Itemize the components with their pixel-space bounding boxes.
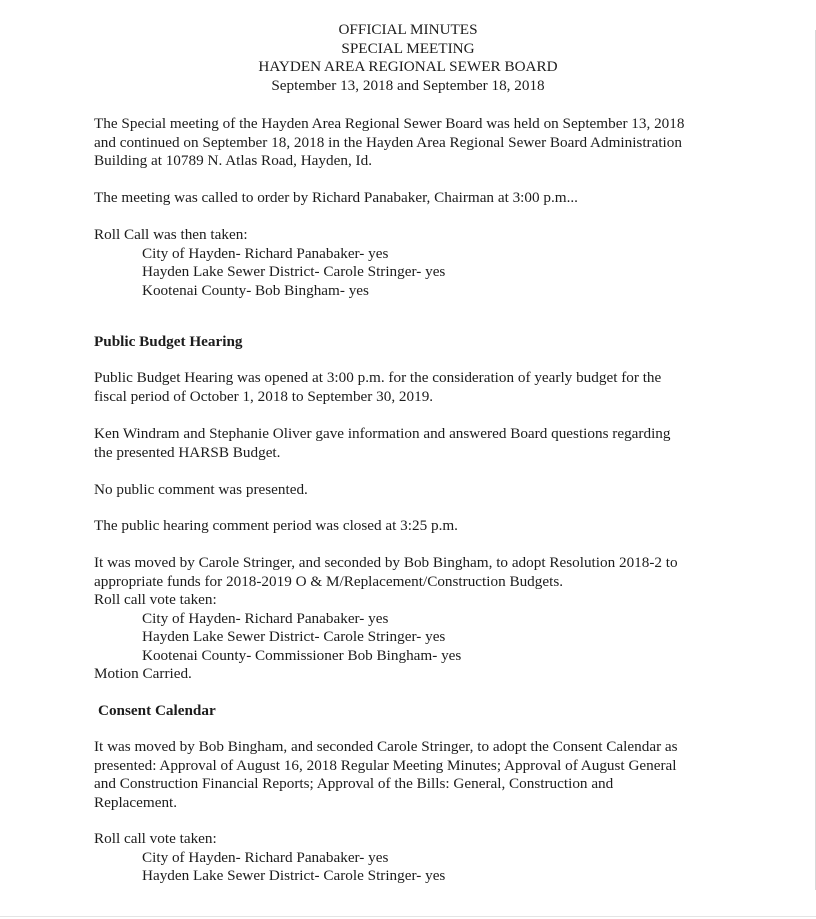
consent-motion-paragraph bbox=[94, 738, 734, 812]
budget-line: the presented HARSB Budget. bbox=[94, 443, 281, 461]
roll-call-item: Hayden Lake Sewer District- Carole Stringer- yes bbox=[142, 263, 446, 280]
motion-line: It was moved by Carole Stringer, and seconded by Bob Bingham, to adopt Resolution 2018-2 to bbox=[94, 554, 678, 571]
page-bottom-divider bbox=[0, 916, 816, 917]
vote-item: Hayden Lake Sewer District- Carole Stringer- yes bbox=[142, 867, 446, 884]
consent-heading: Consent Calendar bbox=[98, 702, 216, 719]
vote-title: Roll call vote taken: bbox=[94, 830, 217, 847]
consent-line: Replacement. bbox=[94, 793, 178, 811]
intro-line: Building at 10789 N. Atlas Road, Hayden, Id. bbox=[94, 152, 372, 169]
header-organization: HAYDEN AREA REGIONAL SEWER BOARD bbox=[258, 58, 558, 75]
public-comment-text: No public comment was presented. bbox=[94, 481, 308, 498]
hearing-closed-text: The public hearing comment period was closed at 3:25 p.m. bbox=[94, 517, 458, 534]
consent-line: presented: Approval of August 16, 2018 Regular Meeting Minutes; Approval of August General bbox=[94, 756, 677, 774]
consent-line: and Construction Financial Reports; Approval of the Bills: General, Construction and bbox=[94, 775, 614, 792]
call-to-order-text: The meeting was called to order by Richard Panabaker, Chairman at 3:00 p.m... bbox=[94, 189, 578, 206]
intro-line: and continued on September 18, 2018 in the Hayden Area Regional Sewer Board Administration bbox=[94, 133, 682, 151]
roll-call-section bbox=[94, 226, 734, 300]
header-meeting-type: SPECIAL MEETING bbox=[341, 39, 475, 57]
consent-line: It was moved by Bob Bingham, and seconded Carole Stringer, to adopt the Consent Calendar as bbox=[94, 738, 678, 755]
vote-item: City of Hayden- Richard Panabaker- yes bbox=[142, 609, 389, 627]
motion-line: appropriate funds for 2018-2019 O & M/Replacement/Construction Budgets. bbox=[94, 572, 564, 590]
budget-opening-paragraph bbox=[94, 369, 734, 406]
budget-line: Public Budget Hearing was opened at 3:00 p.m. for the consideration of yearly budget for the bbox=[94, 369, 662, 386]
vote-title: Roll call vote taken: bbox=[94, 591, 217, 608]
budget-line: Ken Windram and Stephanie Oliver gave information and answered Board questions regarding bbox=[94, 425, 671, 442]
budget-line: fiscal period of October 1, 2018 to September 30, 2019. bbox=[94, 387, 434, 405]
budget-heading: Public Budget Hearing bbox=[94, 333, 243, 350]
consent-vote-section bbox=[94, 830, 734, 886]
roll-call-item: Kootenai County- Bob Bingham- yes bbox=[142, 281, 369, 299]
motion-result: Motion Carried. bbox=[94, 665, 192, 682]
document-header bbox=[0, 21, 816, 95]
header-title: OFFICIAL MINUTES bbox=[338, 21, 478, 38]
roll-call-title: Roll Call was then taken: bbox=[94, 226, 248, 243]
vote-item: Kootenai County- Commissioner Bob Bingham- yes bbox=[142, 646, 462, 664]
budget-info-paragraph bbox=[94, 425, 734, 462]
header-dates: September 13, 2018 and September 18, 2018 bbox=[271, 76, 545, 94]
vote-item: Hayden Lake Sewer District- Carole Stringer- yes bbox=[142, 628, 446, 645]
call-to-order-paragraph bbox=[94, 189, 734, 208]
public-comment-paragraph bbox=[94, 481, 734, 500]
vote-item: City of Hayden- Richard Panabaker- yes bbox=[142, 848, 389, 866]
intro-line: The Special meeting of the Hayden Area Regional Sewer Board was held on September 13, 2018 bbox=[94, 115, 685, 132]
hearing-closed-paragraph bbox=[94, 517, 734, 536]
intro-paragraph bbox=[94, 115, 734, 171]
roll-call-item: City of Hayden- Richard Panabaker- yes bbox=[142, 244, 389, 262]
budget-motion-section bbox=[94, 554, 734, 684]
